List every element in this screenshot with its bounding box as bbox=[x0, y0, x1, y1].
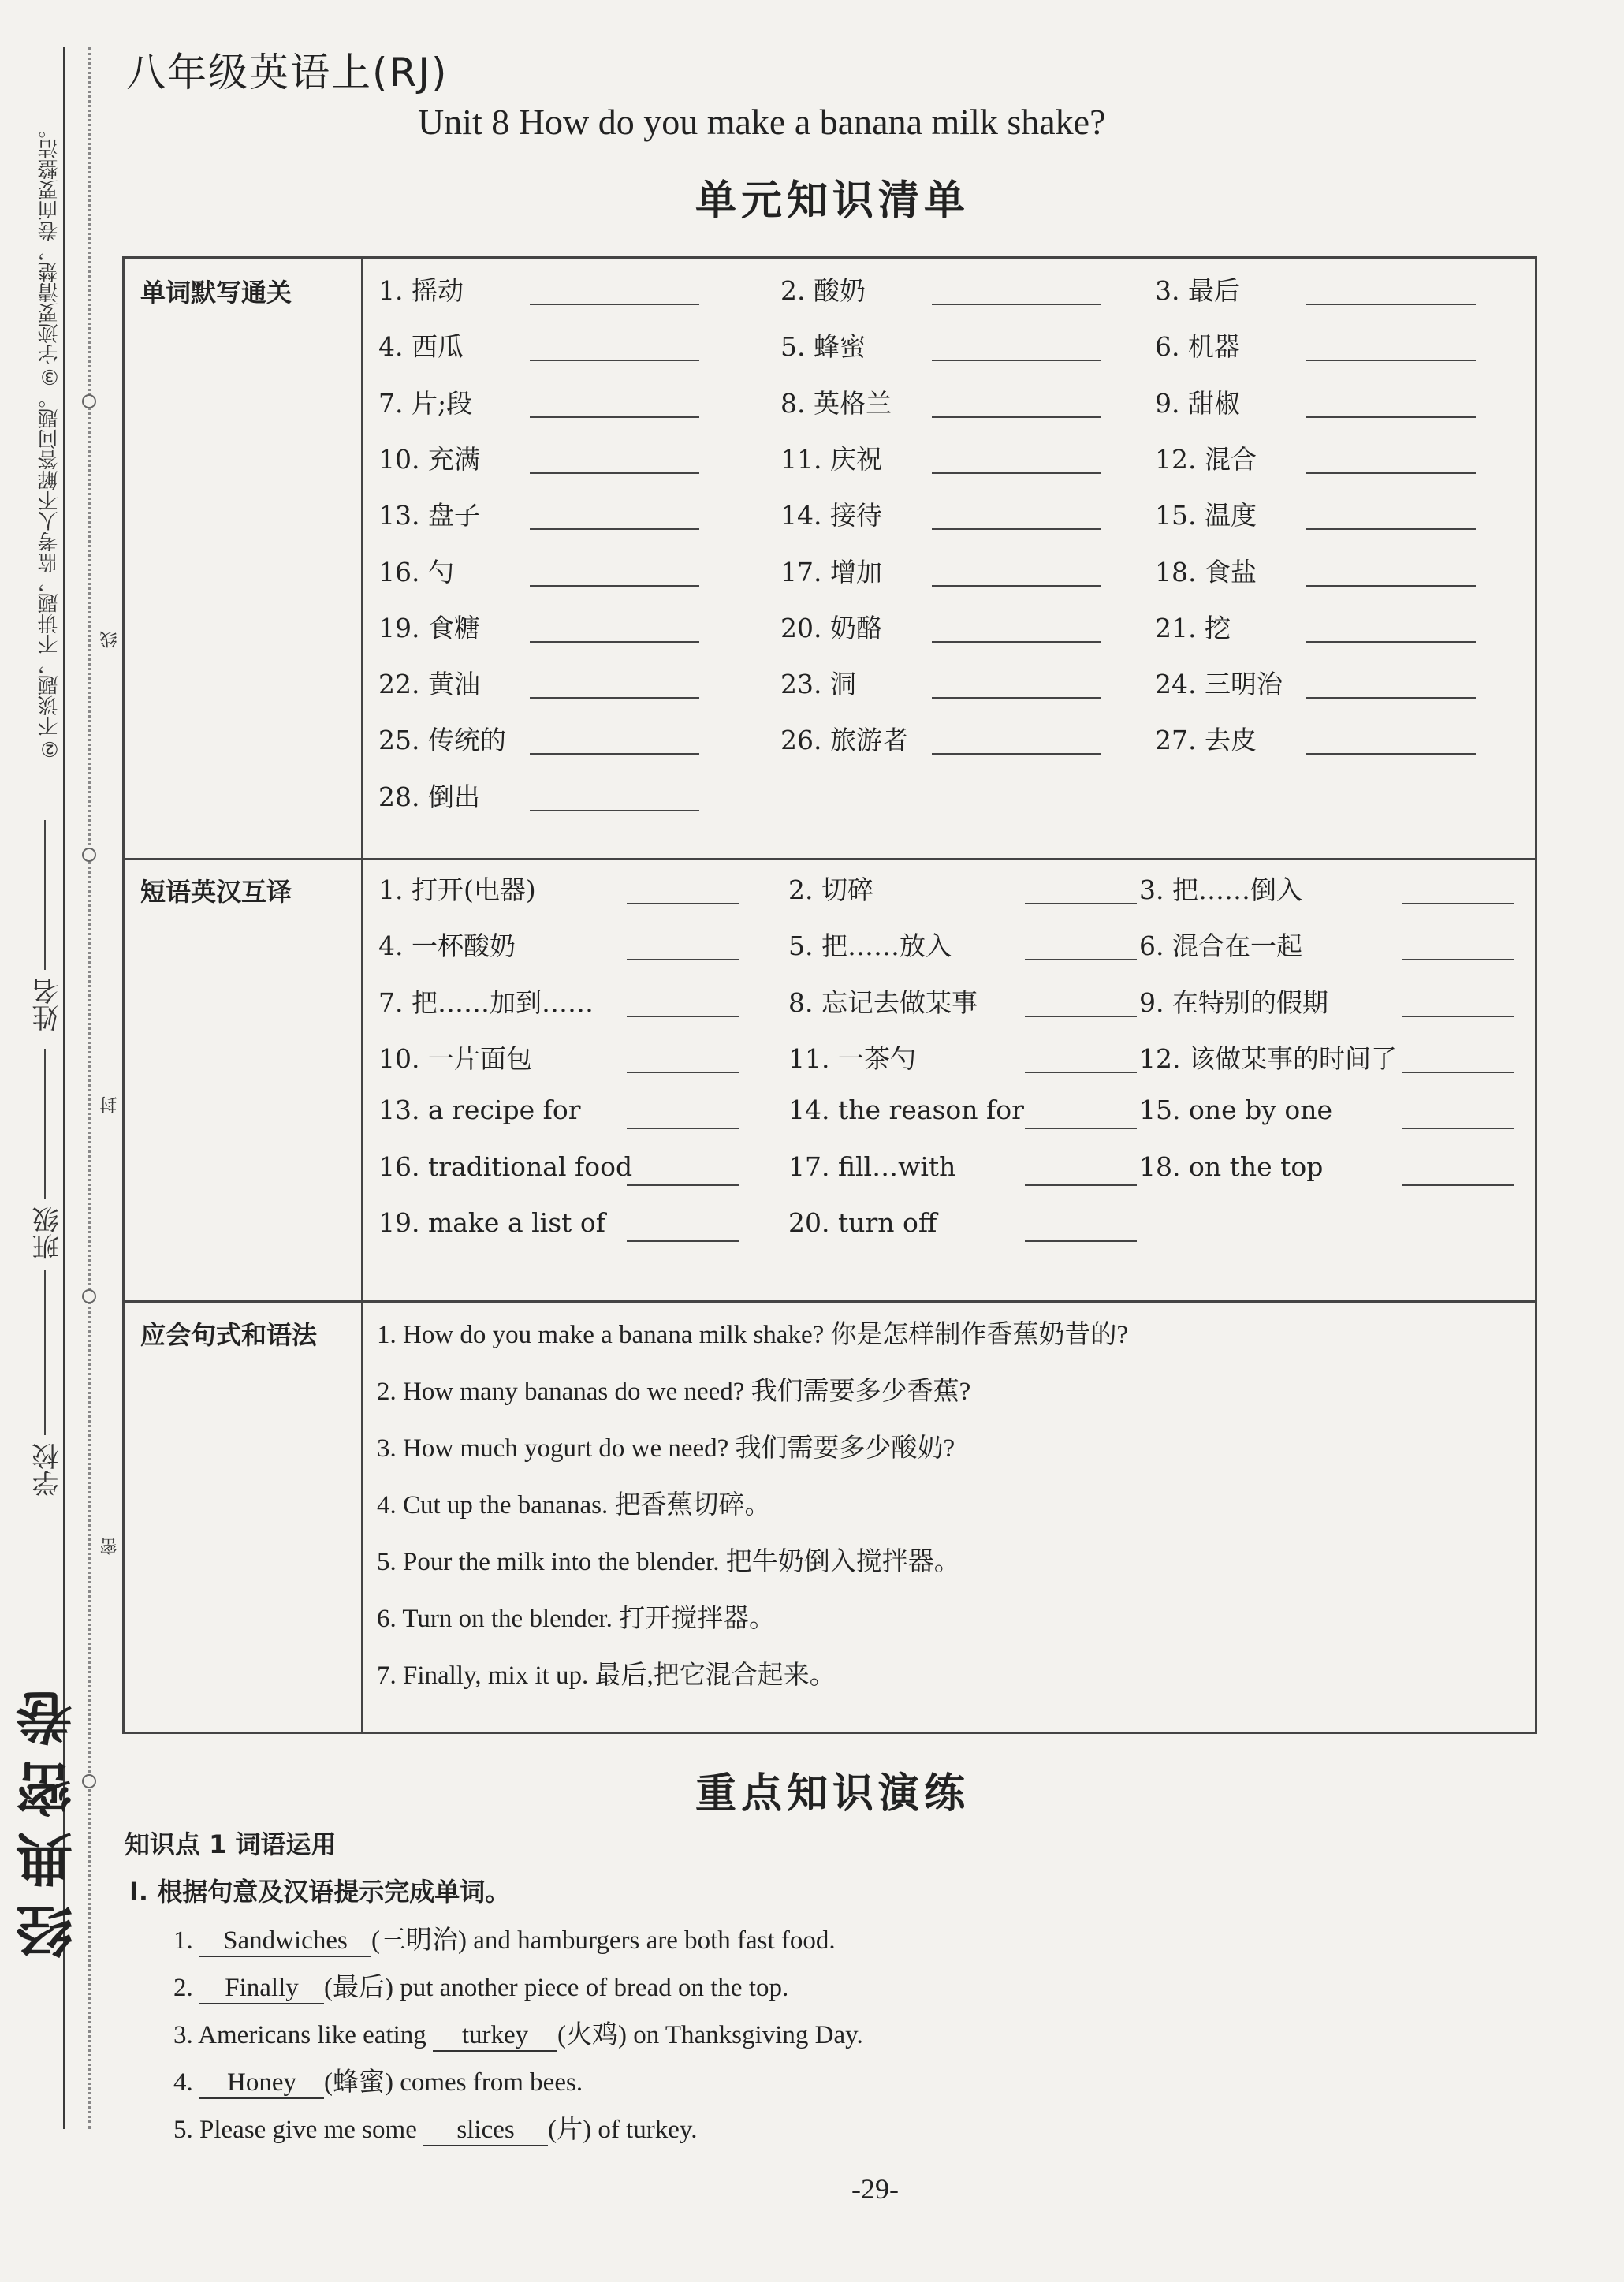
exercise-suffix: (蜂蜜) comes from bees. bbox=[324, 2068, 583, 2097]
exercise-item bbox=[173, 2014, 863, 2052]
vocab-answer-blank[interactable] bbox=[1306, 528, 1476, 530]
vocab-prompt: 22. 黄油 bbox=[378, 669, 480, 700]
exercise-item bbox=[173, 1967, 788, 2004]
school-underline bbox=[44, 1270, 46, 1435]
unit-title: Unit 8 How do you make a banana milk shake? bbox=[418, 102, 1106, 142]
binding-mark-secret: 密 bbox=[100, 1538, 120, 1555]
vocab-answer-blank[interactable] bbox=[932, 528, 1101, 530]
phrase-prompt: 14. the reason for bbox=[788, 1094, 1024, 1126]
vocab-prompt: 7. 片;段 bbox=[378, 387, 473, 419]
exercise-prefix: 3. Americans like eating bbox=[173, 2021, 433, 2049]
phrase-prompt: 4. 一杯酸奶 bbox=[378, 930, 516, 962]
vocab-answer-blank[interactable] bbox=[932, 753, 1101, 755]
vocab-prompt: 6. 机器 bbox=[1155, 331, 1240, 363]
table-row-divider bbox=[125, 858, 1535, 860]
exercise-answer[interactable]: turkey bbox=[433, 2021, 557, 2052]
vocab-prompt: 19. 食糖 bbox=[378, 612, 480, 643]
vocab-answer-blank[interactable] bbox=[530, 360, 699, 361]
grammar-sentence: 5. Pour the milk into the blender. 把牛奶倒入搅拌器。 bbox=[377, 1548, 960, 1576]
vocab-prompt: 10. 充满 bbox=[378, 443, 480, 475]
phrase-answer-blank[interactable] bbox=[1402, 903, 1514, 904]
exercise-prefix: 5. Please give me some bbox=[173, 2116, 424, 2144]
vocab-answer-blank[interactable] bbox=[1306, 304, 1476, 305]
binding-mark-seal: 封 bbox=[100, 1096, 120, 1113]
vocab-answer-blank[interactable] bbox=[932, 472, 1101, 474]
name-label: 姓名 bbox=[32, 978, 64, 1031]
exercise-answer[interactable]: Sandwiches bbox=[199, 1926, 371, 1957]
vocab-answer-blank[interactable] bbox=[530, 585, 699, 587]
binding-hole bbox=[82, 848, 96, 862]
exercise-suffix: (最后) put another piece of bread on the top. bbox=[324, 1974, 789, 2002]
section-title-checklist: 单元知识清单 bbox=[695, 177, 970, 225]
vocab-prompt: 24. 三明治 bbox=[1155, 669, 1283, 700]
phrase-answer-blank[interactable] bbox=[1402, 1184, 1514, 1186]
phrase-prompt: 15. one by one bbox=[1139, 1094, 1333, 1126]
exercise-suffix: (三明治) and hamburgers are both fast food. bbox=[371, 1926, 836, 1955]
vocab-prompt: 17. 增加 bbox=[780, 556, 882, 587]
brand-logo-text: 经典密卷 bbox=[15, 1676, 82, 1959]
table-row-divider bbox=[125, 1300, 1535, 1303]
phrase-answer-blank[interactable] bbox=[1402, 959, 1514, 960]
phrase-prompt: 3. 把……倒入 bbox=[1139, 874, 1302, 905]
vocab-answer-blank[interactable] bbox=[530, 472, 699, 474]
vocab-prompt: 26. 旅游者 bbox=[780, 725, 908, 756]
vocab-answer-blank[interactable] bbox=[1306, 360, 1476, 361]
phrase-answer-blank[interactable] bbox=[627, 903, 739, 904]
vocab-prompt: 27. 去皮 bbox=[1155, 725, 1257, 756]
vocab-answer-blank[interactable] bbox=[932, 416, 1101, 418]
vocab-prompt: 9. 甜椒 bbox=[1155, 387, 1240, 419]
name-underline bbox=[44, 820, 46, 970]
vocab-answer-blank[interactable] bbox=[530, 753, 699, 755]
exercise-part-label: Ⅰ. 根据句意及汉语提示完成单词。 bbox=[129, 1877, 511, 1907]
phrase-prompt: 8. 忘记去做某事 bbox=[788, 986, 978, 1018]
grammar-sentence: 6. Turn on the blender. 打开搅拌器。 bbox=[377, 1605, 776, 1633]
vocab-answer-blank[interactable] bbox=[530, 528, 699, 530]
phrase-prompt: 12. 该做某事的时间了 bbox=[1139, 1042, 1397, 1074]
vocab-prompt: 28. 倒出 bbox=[378, 781, 480, 812]
phrase-answer-blank[interactable] bbox=[627, 1184, 739, 1186]
vocab-answer-blank[interactable] bbox=[1306, 585, 1476, 587]
phrase-answer-blank[interactable] bbox=[1025, 1016, 1137, 1017]
exercise-prefix: 2. bbox=[173, 1974, 199, 2002]
vocab-prompt: 16. 勺 bbox=[378, 556, 454, 587]
grammar-sentence: 1. How do you make a banana milk shake? 你是怎样制作香蕉奶昔的? bbox=[377, 1321, 1129, 1349]
phrase-prompt: 9. 在特别的假期 bbox=[1139, 986, 1328, 1018]
vocab-answer-blank[interactable] bbox=[1306, 641, 1476, 643]
phrase-answer-blank[interactable] bbox=[1025, 1128, 1137, 1129]
exercise-item bbox=[173, 2109, 697, 2146]
exercise-item bbox=[173, 2061, 583, 2099]
grammar-sentence: 4. Cut up the bananas. 把香蕉切碎。 bbox=[377, 1491, 771, 1519]
phrase-prompt: 1. 打开(电器) bbox=[378, 874, 536, 905]
vocab-prompt: 3. 最后 bbox=[1155, 275, 1240, 306]
vocab-prompt: 13. 盘子 bbox=[378, 500, 480, 531]
vocab-answer-blank[interactable] bbox=[530, 697, 699, 699]
vocab-answer-blank[interactable] bbox=[932, 697, 1101, 699]
vocab-answer-blank[interactable] bbox=[530, 304, 699, 305]
vocab-prompt: 21. 挖 bbox=[1155, 612, 1231, 643]
knowledge-table bbox=[122, 256, 1537, 1734]
phrase-answer-blank[interactable] bbox=[627, 959, 739, 960]
vocab-answer-blank[interactable] bbox=[932, 304, 1101, 305]
class-underline bbox=[44, 1049, 46, 1199]
vocab-answer-blank[interactable] bbox=[1306, 416, 1476, 418]
vocab-answer-blank[interactable] bbox=[1306, 472, 1476, 474]
exercise-answer[interactable]: Honey bbox=[199, 2068, 324, 2099]
vocab-prompt: 8. 英格兰 bbox=[780, 387, 892, 419]
phrase-answer-blank[interactable] bbox=[1025, 903, 1137, 904]
knowledge-point-label: 知识点 1 词语运用 bbox=[125, 1829, 337, 1859]
vocab-answer-blank[interactable] bbox=[530, 416, 699, 418]
phrase-answer-blank[interactable] bbox=[627, 1128, 739, 1129]
binding-notice: ②不谈题，不讲题，监考人不解答问题。③字迹要清楚，卷面要整洁。 bbox=[38, 118, 61, 760]
grammar-sentence: 7. Finally, mix it up. 最后,把它混合起来。 bbox=[377, 1661, 836, 1690]
vocab-answer-blank[interactable] bbox=[1306, 753, 1476, 755]
binding-hole bbox=[82, 394, 96, 408]
phrase-prompt: 10. 一片面包 bbox=[378, 1042, 532, 1074]
vocab-prompt: 23. 洞 bbox=[780, 669, 856, 700]
vocab-prompt: 14. 接待 bbox=[780, 500, 882, 531]
phrase-answer-blank[interactable] bbox=[1025, 1072, 1137, 1073]
phrase-prompt: 13. a recipe for bbox=[378, 1094, 581, 1126]
table-column-divider bbox=[361, 259, 363, 1732]
grammar-section-label: 应会句式和语法 bbox=[140, 1320, 318, 1350]
vocab-prompt: 12. 混合 bbox=[1155, 443, 1257, 475]
phrase-answer-blank[interactable] bbox=[627, 1072, 739, 1073]
exercise-answer[interactable]: Finally bbox=[199, 1974, 324, 2004]
phrase-answer-blank[interactable] bbox=[627, 1240, 739, 1242]
phrase-answer-blank[interactable] bbox=[1025, 959, 1137, 960]
phrase-prompt: 2. 切碎 bbox=[788, 874, 873, 905]
phrase-prompt: 16. traditional food bbox=[378, 1150, 633, 1182]
phrase-prompt: 7. 把……加到…… bbox=[378, 986, 594, 1018]
vocab-answer-blank[interactable] bbox=[530, 641, 699, 643]
school-label: 学校 bbox=[32, 1443, 64, 1497]
exercise-answer[interactable]: slices bbox=[423, 2116, 548, 2146]
binding-hole bbox=[82, 1289, 96, 1303]
vocab-prompt: 11. 庆祝 bbox=[780, 443, 882, 475]
vocab-prompt: 25. 传统的 bbox=[378, 725, 506, 756]
page-number: -29- bbox=[851, 2173, 899, 2205]
phrase-prompt: 11. 一茶勺 bbox=[788, 1042, 916, 1074]
class-label: 班级 bbox=[32, 1206, 64, 1260]
phrase-section-label: 短语英汉互译 bbox=[140, 877, 292, 907]
phrase-answer-blank[interactable] bbox=[627, 1016, 739, 1017]
exercise-item bbox=[173, 1919, 836, 1957]
phrase-answer-blank[interactable] bbox=[1402, 1128, 1514, 1129]
grammar-sentence: 3. How much yogurt do we need? 我们需要多少酸奶? bbox=[377, 1434, 955, 1463]
phrase-prompt: 6. 混合在一起 bbox=[1139, 930, 1302, 962]
exercise-prefix: 4. bbox=[173, 2068, 199, 2097]
section-title-practice: 重点知识演练 bbox=[695, 1769, 970, 1818]
exercise-suffix: (片) of turkey. bbox=[548, 2116, 698, 2144]
grammar-sentence: 2. How many bananas do we need? 我们需要多少香蕉? bbox=[377, 1378, 971, 1406]
vocab-prompt: 15. 温度 bbox=[1155, 500, 1257, 531]
vocab-prompt: 20. 奶酪 bbox=[780, 612, 882, 643]
phrase-prompt: 5. 把……放入 bbox=[788, 930, 952, 962]
phrase-answer-blank[interactable] bbox=[1025, 1240, 1137, 1242]
vocab-section-label: 单词默写通关 bbox=[140, 278, 292, 308]
vocab-answer-blank[interactable] bbox=[530, 810, 699, 811]
binding-mark-line: 线 bbox=[100, 631, 120, 648]
phrase-answer-blank[interactable] bbox=[1025, 1184, 1137, 1186]
book-label: 八年级英语上(RJ) bbox=[126, 50, 449, 95]
exercise-suffix: (火鸡) on Thanksgiving Day. bbox=[557, 2021, 863, 2049]
phrase-answer-blank[interactable] bbox=[1402, 1072, 1514, 1073]
vocab-prompt: 18. 食盐 bbox=[1155, 556, 1257, 587]
vocab-prompt: 4. 西瓜 bbox=[378, 331, 464, 363]
vocab-prompt: 1. 摇动 bbox=[378, 275, 464, 306]
vocab-answer-blank[interactable] bbox=[932, 641, 1101, 643]
vocab-answer-blank[interactable] bbox=[1306, 697, 1476, 699]
vocab-prompt: 5. 蜂蜜 bbox=[780, 331, 866, 363]
phrase-prompt: 20. turn off bbox=[788, 1206, 937, 1238]
vocab-answer-blank[interactable] bbox=[932, 360, 1101, 361]
phrase-prompt: 18. on the top bbox=[1139, 1150, 1324, 1182]
phrase-prompt: 19. make a list of bbox=[378, 1206, 605, 1238]
exercise-prefix: 1. bbox=[173, 1926, 199, 1955]
phrase-answer-blank[interactable] bbox=[1402, 1016, 1514, 1017]
phrase-prompt: 17. fill…with bbox=[788, 1150, 956, 1182]
vocab-answer-blank[interactable] bbox=[932, 585, 1101, 587]
vocab-prompt: 2. 酸奶 bbox=[780, 275, 866, 306]
